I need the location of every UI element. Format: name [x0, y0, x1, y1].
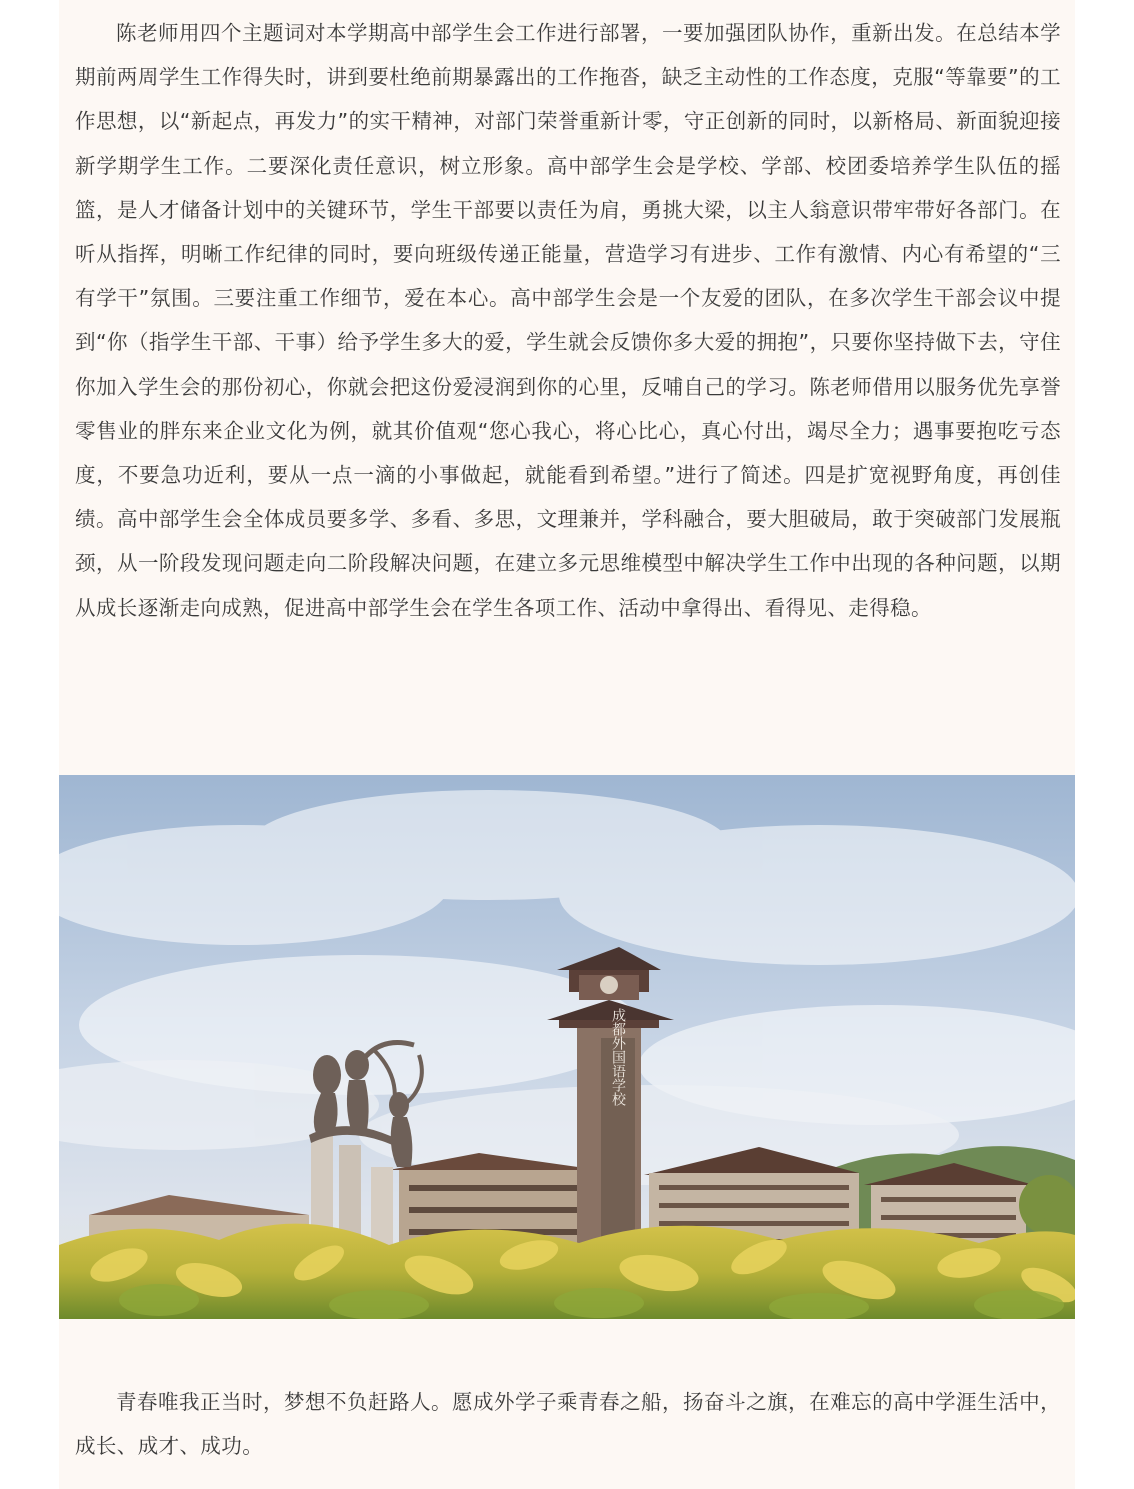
article-paragraph-closing: 青春唯我正当时，梦想不负赶路人。愿成外学子乘青春之船，扬奋斗之旗，在难忘的高中学涯生活中，成长、成才、成功。: [75, 1390, 1061, 1459]
article-body: [59, 0, 1075, 1489]
tower-inscription: 成都外国语学校: [610, 1008, 626, 1106]
campus-photo: [59, 775, 1075, 1319]
campus-photo-illustration: [59, 775, 1075, 1319]
article-paragraph: 陈老师用四个主题词对本学期高中部学生会工作进行部署，一要加强团队协作，重新出发。在总结本学期前两周学生工作得失时，讲到要杜绝前期暴露出的工作拖沓，缺乏主动性的工作态度，克服“等靠要”的工作思想，以“新起点，再发力”的实干精神，对部门荣誉重新计零，守正创新的同时，以新格局、新面貌迎接新学期学生工作。二要深化责任意识，树立形象。高中部学生会是学校、学部、校团委培养学生队伍的摇篮，是人才储备计划中的关键环节，学生干部要以责任为肩，勇挑大梁，以主人翁意识带牢带好各部门。在听从指挥，明晰工作纪律的同时，要向班级传递正能量，营造学习有进步、工作有激情、内心有希望的“三有学干”氛围。三要注重工作细节，爱在本心。高中部学生会是一个友爱的团队，在多次学生干部会议中提到“你（指学生干部、干事）给予学生多大的爱，学生就会反馈你多大爱的拥抱”，只要你坚持做下去，守住你加入学生会的那份初心，你就会把这份爱浸润到你的心里，反哺自己的学习。陈老师借用以服务优先享誉零售业的胖东来企业文化为例，就其价值观“您心我心，将心比心，真心付出，竭尽全力；遇事要抱吃亏态度，不要急功近利，要从一点一滴的小事做起，就能看到希望。”进行了简述。四是扩宽视野角度，再创佳绩。高中部学生会全体成员要多学、多看、多思，文理兼并，学科融合，要大胆破局，敢于突破部门发展瓶颈，从一阶段发现问题走向二阶段解决问题，在建立多元思维模型中解决学生工作中出现的各种问题，以期从成长逐渐走向成熟，促进高中部学生会在学生各项工作、活动中拿得出、看得见、走得稳。: [75, 21, 1061, 620]
